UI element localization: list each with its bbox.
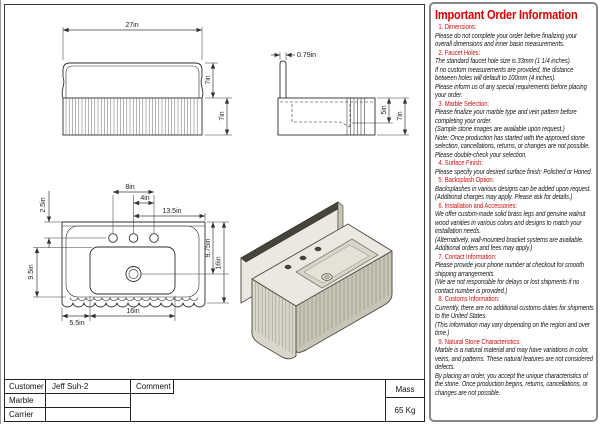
section-paragraph: We offer custom-made solid brass legs and genuine walnut wood vanities in various colors and designs to match your installation needs. (435, 211, 586, 235)
dim-side-inner-depth: 5in (381, 105, 388, 115)
section-paragraph: Marble is a natural material and may have variations in color, veins, and patterns. These natural features are not considered defects. (435, 347, 593, 371)
section-paragraph: (Alternatively, wall-mounted bracket systems are available. Additional orders and fees may apply.) (435, 236, 584, 252)
section-paragraph: Please do not complete your order before finalizing your overall dimensions and inner basin measurements. (435, 32, 577, 48)
section-heading: 4. Surface Finish: (438, 160, 483, 167)
side-view (271, 52, 409, 135)
section-paragraph: The standard faucet hole size is 33mm (1 1/4 inches). (435, 58, 572, 65)
carrier-label: Carrier (9, 410, 34, 419)
section-paragraph: Please inform us of any special requirements before placing your order. (435, 83, 587, 99)
drain-inner (129, 269, 138, 278)
front-rim (66, 226, 199, 297)
faucet-hole-3d (315, 247, 322, 251)
sink-3d-view (241, 202, 392, 359)
dim-front-height: 16in (215, 256, 223, 270)
dim-top-to-drain: 9.75in (205, 238, 212, 258)
faucet-hole-center (129, 234, 138, 243)
top-view-inner-line (66, 66, 199, 98)
mass-value: 65 Kg (394, 406, 416, 415)
faucet-hole-3d (300, 256, 307, 260)
section-paragraph: Backsplashes in various designs can be added upon request. (435, 185, 591, 193)
order-info-title: Important Order Information (435, 7, 578, 22)
top-view-flutes (66, 99, 197, 135)
hidden-basin (292, 104, 350, 127)
section-heading: 8. Customs Information: (438, 296, 500, 303)
section-paragraph: By placing an order, you accept the unique characteristics of the stone. Once production begins, returns, cancellations, or changes are not possible. (435, 372, 588, 397)
tb-border (4, 421, 425, 422)
top-view (62, 22, 232, 135)
side-body (278, 98, 375, 135)
dim-basin-side: 9.5in (28, 264, 35, 280)
dim-left-offset: 5.5in (69, 320, 85, 327)
tb-border (4, 393, 174, 394)
front-scallop-large (62, 303, 205, 308)
faucet-hole-3d (285, 265, 292, 269)
top-view-outline (62, 63, 203, 98)
section-paragraph: Please finalize your marble type and vein pattern before completing your order. (435, 109, 577, 125)
dim-top-width: 27in (125, 22, 139, 29)
front-basin (90, 247, 175, 294)
front-scallop-small (70, 298, 198, 301)
section-heading: 5. Backsplash Option: (438, 177, 495, 184)
section-paragraph: Note: Once production has started with the approved stone selection, cancellations, returns, or changes are not possible. Please double-check your selection. (435, 134, 590, 159)
order-info-panel (429, 2, 598, 422)
dim-top-basin-depth: 7in (205, 75, 212, 85)
dim-side-height: 7in (397, 111, 404, 121)
front-view (28, 184, 229, 327)
section-paragraph: Please specify your desired surface finish: Polished or Honed. (435, 168, 593, 176)
title-block (4, 379, 425, 422)
tb-border (4, 407, 131, 408)
dim-backsplash-thickness: 0.79in (297, 52, 317, 59)
tb-border (4, 379, 425, 380)
tb-border (130, 379, 131, 422)
customer-label: Customer (9, 382, 44, 391)
section-paragraph: If no custom measurements are provided, the distance between holes will default to 100mm (4 inches). (435, 66, 574, 82)
order-info-sections (435, 24, 594, 398)
tb-border (385, 397, 425, 398)
dim-center-to-edge: 13.5in (162, 208, 182, 215)
section-paragraph: (This information may vary depending on the region and over time.) (435, 321, 590, 337)
section-paragraph: Currently, there are no additional customs duties for shipments to the United States. (435, 304, 594, 320)
dim-hole-spacing: 4in (140, 195, 150, 202)
marble-label: Marble (9, 396, 34, 405)
section-heading: 7. Contact Information: (438, 253, 497, 261)
section-heading: 6. Installation and Accessories: (438, 202, 517, 210)
dim-holes-span: 8in (125, 184, 135, 191)
tb-border (4, 379, 5, 422)
dim-top-apron-depth: 7in (219, 111, 226, 121)
section-heading: 2. Faucet Holes: (438, 49, 481, 57)
tb-border (45, 379, 46, 422)
section-heading: 3. Marble Selection: (438, 100, 489, 108)
dim-top-to-holes: 2.5in (40, 197, 47, 213)
drain-outer (126, 267, 141, 282)
section-paragraph: Please provide your phone number at checkout for smooth shipping arrangements. (435, 262, 584, 278)
tb-border (173, 379, 174, 393)
section-heading: 9. Natural Stone Characteristics: (438, 338, 521, 346)
section-paragraph: (Additional charges may apply. Please ask for details.) (435, 194, 573, 201)
faucet-hole-right (150, 234, 159, 243)
side-backsplash (280, 61, 286, 98)
section-paragraph: (We are not responsible for delays or lost shipments if no contact number is provided.) (435, 279, 580, 295)
section-paragraph: (Sample stone images are available upon request.) (435, 126, 565, 133)
customer-value: Jeff Suh-2 (52, 382, 89, 391)
faucet-hole-left (109, 234, 118, 243)
order-info-content (435, 7, 594, 398)
section-heading: 1. Dimensions: (438, 24, 477, 31)
side-flute-band (347, 98, 365, 135)
drain-3d-inner (324, 275, 329, 278)
dim-basin-width: 16in (126, 308, 140, 315)
comment-label: Comment (136, 382, 171, 391)
mass-label: Mass (395, 385, 415, 394)
